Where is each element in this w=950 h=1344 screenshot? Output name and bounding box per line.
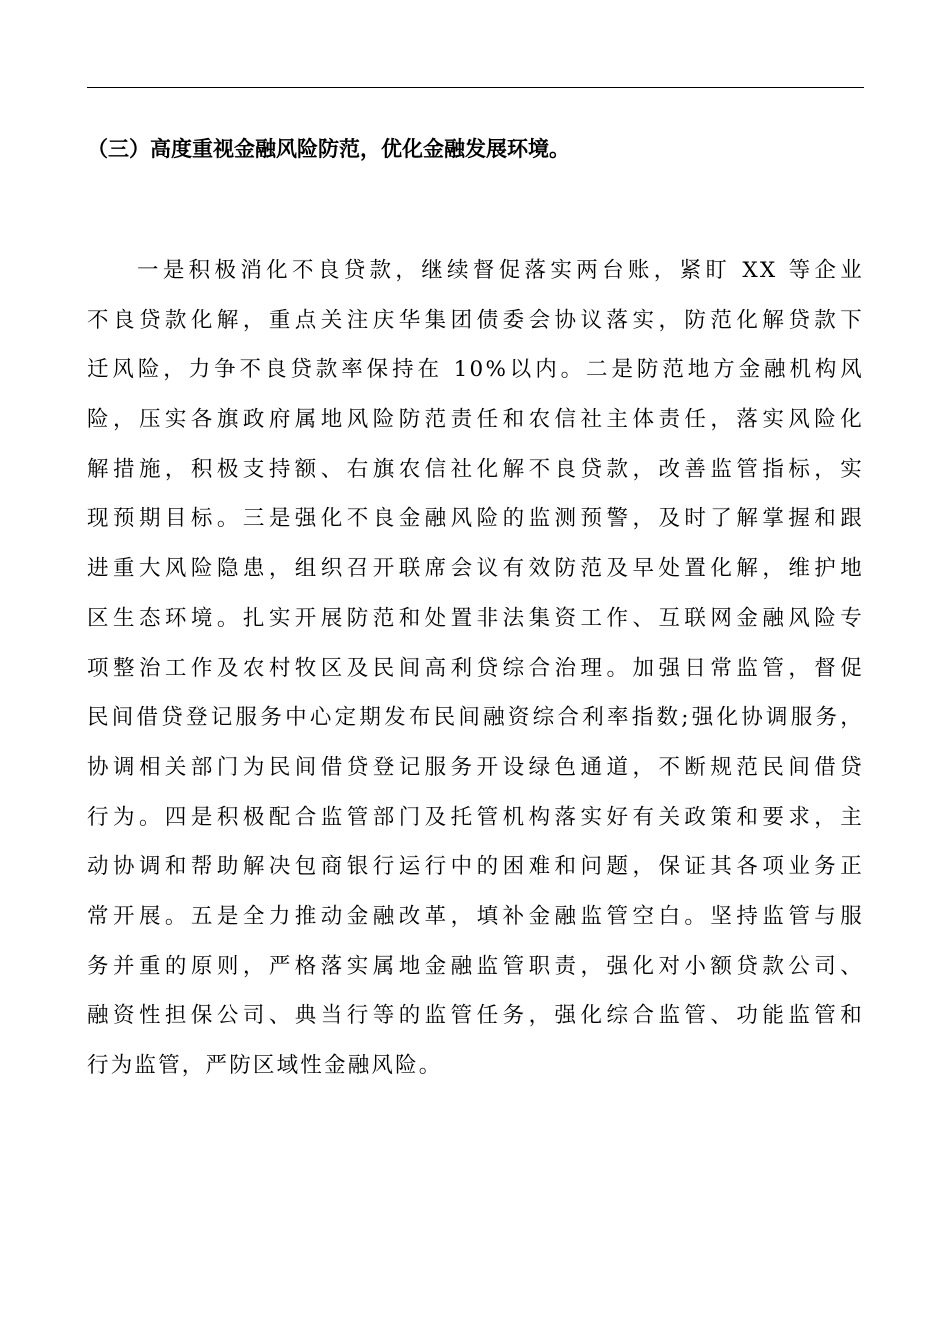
paragraph-line: 解措施，积极支持额、右旗农信社化解不良贷款，改善监管指标，实 (87, 456, 864, 482)
header-rule (87, 87, 864, 88)
paragraph-line: 进重大风险隐患，组织召开联席会议有效防范及早处置化解，维护地 (87, 556, 864, 582)
paragraph-line: 迁风险，力争不良贷款率保持在 10%以内。二是防范地方金融机构风 (87, 357, 864, 383)
paragraph-line: 险，压实各旗政府属地风险防范责任和农信社主体责任，落实风险化 (87, 407, 864, 433)
paragraph-line: 常开展。五是全力推动金融改革，填补金融监管空白。坚持监管与服 (87, 903, 864, 929)
paragraph-line: 务并重的原则，严格落实属地金融监管职责，强化对小额贷款公司、 (87, 953, 864, 979)
paragraph-line: 不良贷款化解，重点关注庆华集团债委会协议落实，防范化解贷款下 (87, 307, 864, 333)
paragraph-line: 一是积极消化不良贷款，继续督促落实两台账，紧盯 XX 等企业 (137, 258, 864, 283)
paragraph-line: 民间借贷登记服务中心定期发布民间融资综合利率指数;强化协调服务， (87, 705, 864, 731)
paragraph-line: 行为。四是积极配合监管部门及托管机构落实好有关政策和要求，主 (87, 804, 864, 830)
paragraph-line: 现预期目标。三是强化不良金融风险的监测预警，及时了解掌握和跟 (87, 506, 864, 532)
section-heading: （三）高度重视金融风险防范，优化金融发展环境。 (87, 137, 570, 161)
paragraph-line: 区生态环境。扎实开展防范和处置非法集资工作、互联网金融风险专 (87, 605, 864, 631)
paragraph-line: 动协调和帮助解决包商银行运行中的困难和问题，保证其各项业务正 (87, 854, 864, 880)
paragraph-line: 融资性担保公司、典当行等的监管任务，强化综合监管、功能监管和 (87, 1003, 864, 1029)
paragraph-line: 项整治工作及农村牧区及民间高利贷综合治理。加强日常监管，督促 (87, 655, 864, 681)
paragraph-line: 协调相关部门为民间借贷登记服务开设绿色通道，不断规范民间借贷 (87, 754, 864, 780)
paragraph-line: 行为监管，严防区域性金融风险。 (87, 1053, 443, 1078)
body-paragraph (87, 246, 864, 1091)
